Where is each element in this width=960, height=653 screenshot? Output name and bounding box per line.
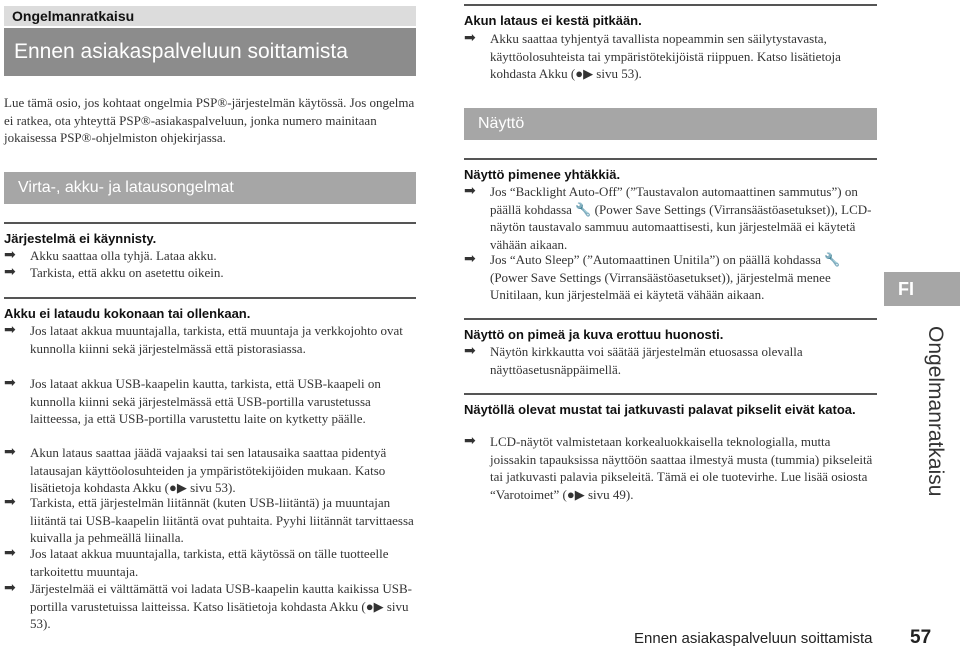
right-arrow-icon: ➡ xyxy=(4,265,16,280)
page-number: 57 xyxy=(910,627,932,648)
bullet-item: ➡ Jos lataat akkua muuntajalla, tarkista, että käytössä on tälle tuotteelle tarkoitettu muuntaja. xyxy=(4,546,389,579)
right-arrow-icon: ➡ xyxy=(4,445,16,460)
subheading: Näytöllä olevat mustat tai jatkuvasti palavat pikselit eivät katoa. xyxy=(464,393,877,418)
subheading: Järjestelmä ei käynnisty. xyxy=(4,222,416,247)
bullet-item: ➡ Jos lataat akkua USB-kaapelin kautta, tarkista, että USB-kaapeli on kunnolla kiinni sekä järjestelmässä että USB-portilla varustetussa laitteessa, ja että USB-portilla varustettu laite on kytketty päälle. xyxy=(4,376,381,426)
section-tag: Ongelmanratkaisu xyxy=(4,6,416,26)
right-arrow-icon: ➡ xyxy=(4,376,16,391)
page-title: Ennen asiakaspalveluun soittamista xyxy=(4,28,416,76)
footer-title: Ennen asiakaspalveluun soittamista xyxy=(634,630,873,647)
right-arrow-icon: ➡ xyxy=(464,344,476,359)
bullet-item: ➡ Järjestelmää ei välttämättä voi ladata USB-kaapelin kautta kaikissa USB-portilla varustetuissa laitteissa. Katso lisätietoja kohdasta Akku (●▶ sivu 53). xyxy=(4,581,412,631)
right-arrow-icon: ➡ xyxy=(4,495,16,510)
right-arrow-icon: ➡ xyxy=(4,581,16,596)
bullet-item: ➡ Jos lataat akkua muuntajalla, tarkista, että muuntaja ja verkkojohto ovat kunnolla kiinni sekä järjestelmässä että pistorasiassa. xyxy=(4,323,403,356)
right-arrow-icon: ➡ xyxy=(464,184,476,199)
right-arrow-icon: ➡ xyxy=(4,546,16,561)
right-arrow-icon: ➡ xyxy=(464,252,476,267)
right-arrow-icon: ➡ xyxy=(464,31,476,46)
subheading: Näyttö on pimeä ja kuva erottuu huonosti. xyxy=(464,318,877,343)
bullet-item: ➡ Jos “Auto Sleep” (”Automaattinen Unitila”) on päällä kohdassa 🔧 (Power Save Settings (Virransäästöasetukset)), järjestelmä menee Unitilaan, kun järjestelmää ei käytetä vähään aikaan. xyxy=(464,252,841,302)
right-arrow-icon: ➡ xyxy=(4,323,16,338)
subheading: Näyttö pimenee yhtäkkiä. xyxy=(464,158,877,183)
intro-text: Lue tämä osio, jos kohtaat ongelmia PSP®-järjestelmän käytössä. Jos ongelma ei ratkea, ota yhteyttä PSP®-asiakaspalveluun, jonka numero mainitaan jokaisessa PSP®-ohjelmiston ohjekirjassa. xyxy=(4,95,415,145)
subheading: Akun lataus ei kestä pitkään. xyxy=(464,4,877,29)
section-bar-power: Virta-, akku- ja latausongelmat xyxy=(4,172,416,204)
bullet-item: ➡ Näytön kirkkautta voi säätää järjestelmän etuosassa olevalla näyttöasetusnäppäimellä. xyxy=(464,344,803,377)
bullet-item: ➡ Tarkista, että akku on asetettu oikein. xyxy=(4,265,224,280)
right-arrow-icon: ➡ xyxy=(464,434,476,449)
bullet-item: ➡ Akku saattaa tyhjentyä tavallista nopeammin sen säilytystavasta, käyttöolosuhteista tai ympäristötekijöistä riippuen. Katso lisätietoja kohdasta Akku (●▶ sivu 53). xyxy=(464,31,841,81)
bullet-item: ➡ Akku saattaa olla tyhjä. Lataa akku. xyxy=(4,248,217,263)
bullet-item: ➡ Tarkista, että järjestelmän liitännät (kuten USB-liitäntä) ja muuntajan liitäntä tai USB-kaapelin liitäntä ovat puhtaita. Pyyhi liitännät tarvittaessa kuivalla ja pehmeällä liinalla. xyxy=(4,495,414,545)
bullet-item: ➡ LCD-näytöt valmistetaan korkealuokkaisella teknologialla, mutta joissakin tapauksissa näyttöön saattaa ilmestyä musta (tummia) pikseleitä tai jatkuvasti palavia pikseleitä. Tämä ei ole tuotevirhe. Lue lisää osiosta “Varotoimet” (●▶ sivu 49). xyxy=(464,434,873,502)
bullet-item: ➡ Jos “Backlight Auto-Off” (”Taustavalon automaattinen sammutus”) on päällä kohdassa 🔧 (Power Save Settings (Virransäästöasetukset)), LCD-näytön taustavalo sammuu automaattisesti, kun järjestelmää ei käytetä vähään aikaan. xyxy=(464,184,872,252)
right-arrow-icon: ➡ xyxy=(4,248,16,263)
subheading: Akku ei lataudu kokonaan tai ollenkaan. xyxy=(4,297,416,322)
bullet-item: ➡ Akun lataus saattaa jäädä vajaaksi tai sen latausaika saattaa pidentyä latausajan käyttöolosuhteiden ja ympäristötekijöiden mukaan. Katso lisätietoja kohdasta Akku (●▶ sivu 53). xyxy=(4,445,387,495)
language-tab: FI xyxy=(884,272,960,306)
section-bar-display: Näyttö xyxy=(464,108,877,140)
chapter-label-vertical: Ongelmanratkaisu xyxy=(924,326,947,497)
